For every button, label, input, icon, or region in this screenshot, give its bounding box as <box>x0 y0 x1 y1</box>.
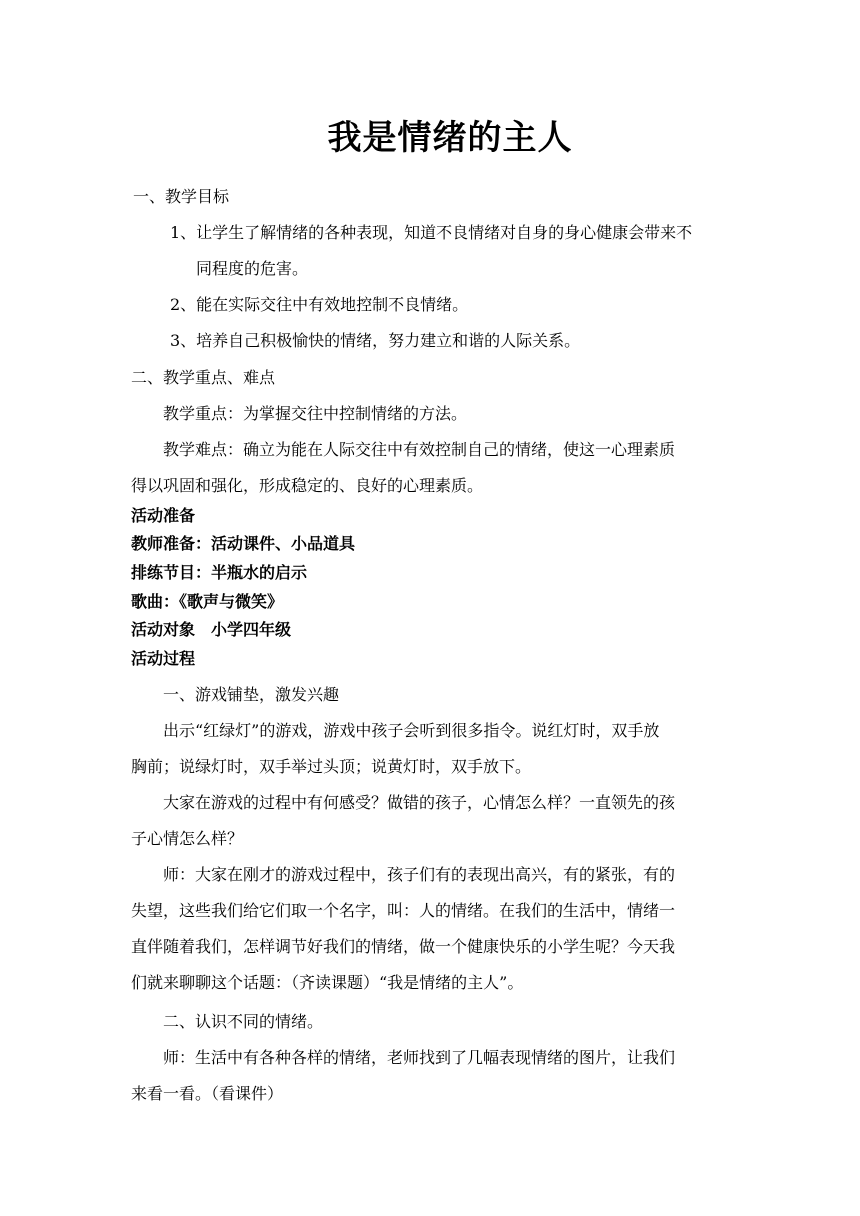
paragraph-line: 直伴随着我们，怎样调节好我们的情绪，做一个健康快乐的小学生呢？今天我 <box>131 937 676 956</box>
process-step-1-heading: 一、游戏铺垫，激发兴趣 <box>163 685 340 704</box>
activity-preparation-heading: 活动准备 <box>131 506 196 525</box>
key-point: 教学重点：为掌握交往中控制情绪的方法。 <box>163 404 468 423</box>
activity-process-heading: 活动过程 <box>131 649 196 668</box>
section-heading-key-points: 二、教学重点、难点 <box>131 368 276 387</box>
song: 歌曲：《歌声与微笑》 <box>131 592 284 611</box>
paragraph-line: 出示“红绿灯”的游戏，游戏中孩子会听到很多指令。说红灯时，双手放 <box>163 721 660 740</box>
difficult-point-continued: 得以巩固和强化，形成稳定的、良好的心理素质。 <box>131 476 484 495</box>
objective-item-1-continued: 同程度的危害。 <box>196 259 309 278</box>
paragraph-line: 子心情怎么样？ <box>131 829 244 848</box>
paragraph-line: 来看一看。（看课件） <box>131 1084 284 1103</box>
paragraph-line: 师：大家在刚才的游戏过程中，孩子们有的表现出高兴，有的紧张，有的 <box>163 865 676 884</box>
activity-target: 活动对象 小学四年级 <box>131 620 292 639</box>
paragraph-line: 胸前；说绿灯时，双手举过头顶；说黄灯时，双手放下。 <box>131 757 532 776</box>
teacher-preparation: 教师准备：活动课件、小品道具 <box>131 534 356 553</box>
section-heading-objectives: 一、教学目标 <box>133 187 230 206</box>
paragraph-line: 师：生活中有各种各样的情绪，老师找到了几幅表现情绪的图片，让我们 <box>163 1048 676 1067</box>
objective-item-1: 1、让学生了解情绪的各种表现，知道不良情绪对自身的身心健康会带来不 <box>170 223 693 242</box>
rehearsal-program: 排练节目：半瓶水的启示 <box>131 563 308 582</box>
objective-item-3: 3、培养自己积极愉快的情绪，努力建立和谐的人际关系。 <box>170 331 581 350</box>
paragraph-line: 失望，这些我们给它们取一个名字，叫：人的情绪。在我们的生活中，情绪一 <box>131 901 676 920</box>
process-step-2-heading: 二、认识不同的情绪。 <box>163 1012 324 1031</box>
objective-item-2: 2、能在实际交往中有效地控制不良情绪。 <box>170 295 469 314</box>
paragraph-line: 们就来聊聊这个话题：（齐读课题）“我是情绪的主人”。 <box>131 973 524 992</box>
paragraph-line: 大家在游戏的过程中有何感受？做错的孩子，心情怎么样？一直领先的孩 <box>163 793 676 812</box>
document-title: 我是情绪的主人 <box>327 118 573 158</box>
difficult-point: 教学难点：确立为能在人际交往中有效控制自己的情绪，使这一心理素质 <box>163 440 676 459</box>
